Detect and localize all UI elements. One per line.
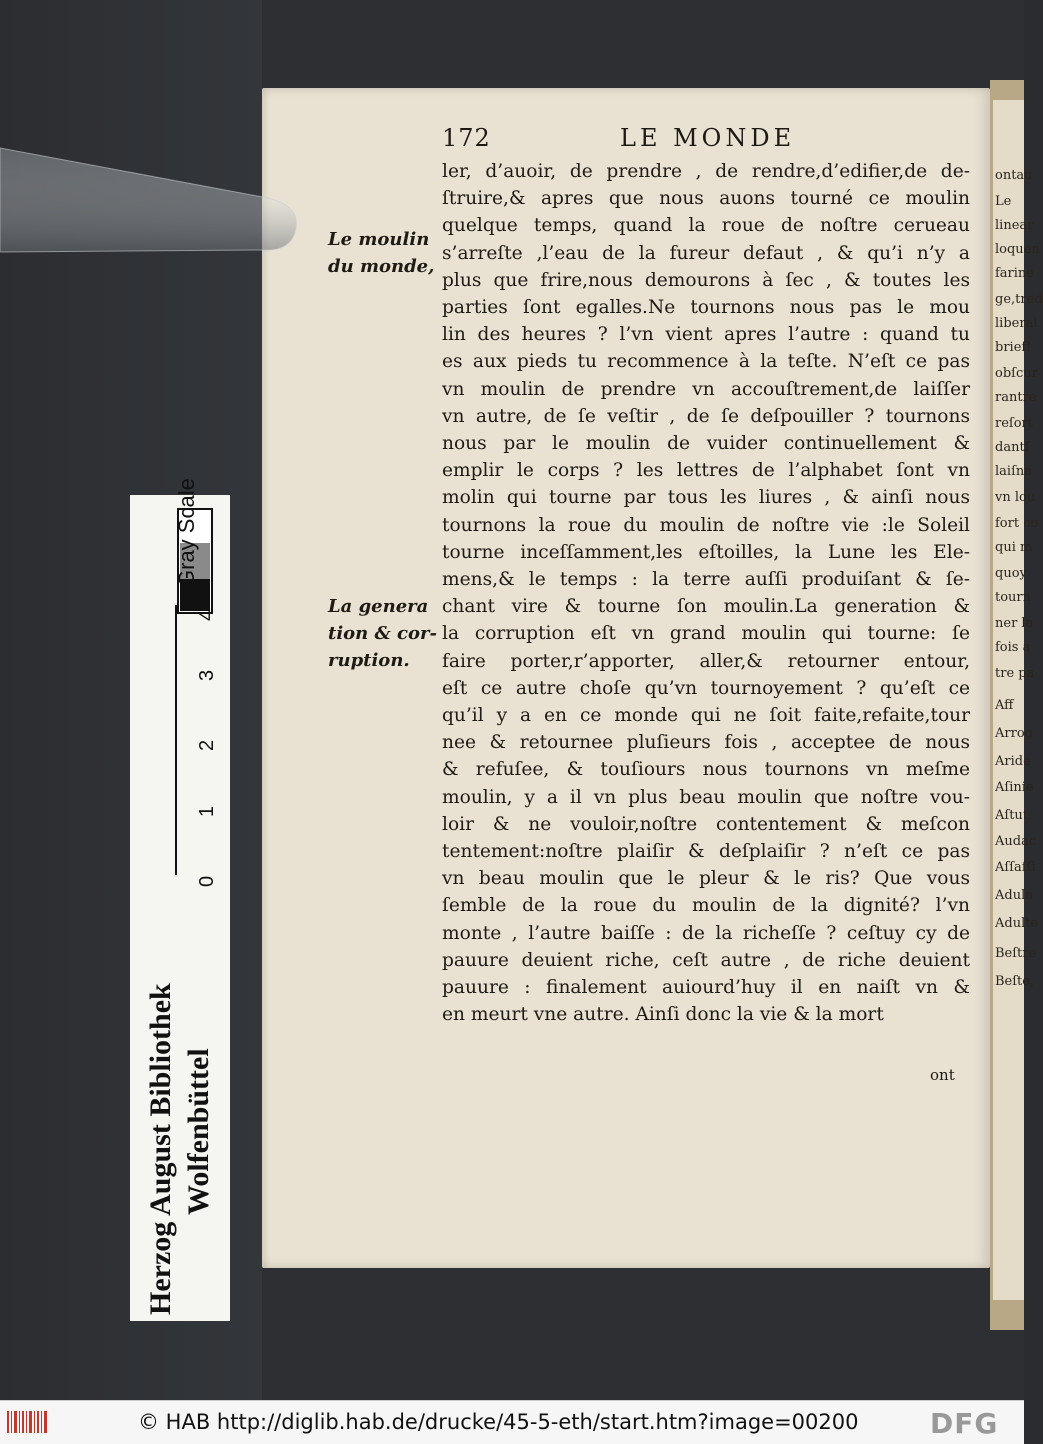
text-line: tentement:noſtre plaiſir & deſplaiſir ? n’eſt ce pas bbox=[442, 841, 970, 863]
ruler-number: 1 bbox=[196, 805, 218, 817]
text-line: faire porter,r’apporter, aller,& retourner entour, bbox=[442, 650, 970, 672]
adjacent-page-fragment: Aſtut. bbox=[995, 808, 1033, 823]
footer-bar bbox=[0, 1400, 1024, 1444]
adjacent-page-fragment: fort co bbox=[995, 516, 1039, 531]
text-line: pauure deuient riche, ceſt autre , de riche deuient bbox=[442, 949, 970, 971]
body-text bbox=[442, 158, 970, 1029]
page-number: 172 bbox=[442, 124, 491, 152]
adjacent-page-fragment: laiſna bbox=[995, 464, 1033, 479]
dfg-logo: DFG bbox=[930, 1407, 999, 1440]
text-line: ſtruire,& apres que nous auons tourné ce moulin bbox=[442, 188, 970, 210]
adjacent-page-fragment: rantre bbox=[995, 390, 1037, 405]
adjacent-page-fragment: tourn bbox=[995, 590, 1032, 605]
adjacent-page-fragment: Aſinie bbox=[995, 780, 1034, 795]
text-line: molin qui tourne par tous les liures , & ainſi nous bbox=[442, 487, 970, 509]
text-line: nee & retournee pluſieurs fois , acceptee de nous bbox=[442, 732, 970, 754]
adjacent-page-fragment: vn lou bbox=[995, 490, 1036, 505]
catchword: ont bbox=[930, 1066, 955, 1084]
adjacent-page-fragment: ner la bbox=[995, 616, 1034, 631]
adjacent-page-fragment: Audac bbox=[995, 834, 1037, 849]
adjacent-page-fragment: tre pa bbox=[995, 666, 1035, 681]
text-line: monte , l’autre baiſſe : de la richeſſe ? ceſtuy cy de bbox=[442, 922, 970, 944]
adjacent-page-fragment: fois a bbox=[995, 640, 1031, 655]
text-line: eſt ce autre choſe qu’vn tournoyement ? qu’eſt ce bbox=[442, 677, 970, 699]
adjacent-page-fragment: brief! bbox=[995, 340, 1032, 355]
text-line: vn autre, de ſe veſtir , de ſe deſpouiller ? tournons bbox=[442, 405, 970, 427]
text-line: nous par le moulin de vuider continuellement & bbox=[442, 433, 970, 455]
institution-city: Wolfenbüttel bbox=[182, 1048, 215, 1215]
margin-note-line: ruption. bbox=[328, 650, 410, 672]
margin-note-generation bbox=[328, 593, 440, 675]
adjacent-page-fragment: obſcur bbox=[995, 366, 1038, 381]
adjacent-page-fragment: linear bbox=[995, 218, 1034, 233]
barcode-icon bbox=[6, 1409, 50, 1435]
adjacent-page-fragment: Aſſaſſi bbox=[995, 860, 1036, 875]
text-line: loir & ne vouloir,noſtre contentement & meſcon bbox=[442, 813, 970, 835]
text-line: tourne inceſſamment,les eſtoilles, la Lune les Ele- bbox=[442, 541, 970, 563]
margin-note-line: tion & cor- bbox=[328, 623, 437, 645]
adjacent-page-fragment: ontau bbox=[995, 168, 1033, 183]
text-line: ler, d’auoir, de prendre , de rendre,d’edifier,de de- bbox=[442, 161, 970, 182]
margin-note-line: La genera bbox=[328, 596, 429, 617]
running-title: LE MONDE bbox=[620, 124, 796, 152]
institution-name: Herzog August Bibliothek bbox=[144, 983, 177, 1315]
margin-note-line: Le moulin bbox=[328, 229, 430, 250]
text-line: vn beau moulin que le pleur & le ris? Que vous bbox=[442, 868, 970, 890]
adjacent-page-fragment: Adulte bbox=[995, 916, 1039, 931]
gray-scale-label: Gray Scale bbox=[174, 478, 199, 587]
text-line: emplir le corps ? les lettres de l’alphabet ſont vn bbox=[442, 460, 970, 482]
text-line: lin des heures ? l’vn vient apres l’autre : quand tu bbox=[442, 324, 970, 346]
adjacent-page-fragment: reſort bbox=[995, 416, 1033, 431]
text-line: chant vire & tourne ſon moulin.La generation & bbox=[442, 596, 970, 618]
ruler-number: 4 bbox=[196, 609, 218, 621]
adjacent-page-strip bbox=[993, 100, 1043, 1300]
text-line: quelque temps, quand la roue de noſtre cerueau bbox=[442, 215, 970, 237]
ruler-number: 0 bbox=[196, 875, 218, 887]
adjacent-page-fragment: Beſtre bbox=[995, 946, 1037, 961]
adjacent-page-fragment: farine bbox=[995, 266, 1034, 281]
adjacent-page-fragment: Le bbox=[995, 194, 1012, 209]
adjacent-page-fragment: Aride bbox=[995, 754, 1031, 769]
text-line: plus que frire,nous demourons à ſec , & toutes les bbox=[442, 269, 970, 291]
ruler-number: 2 bbox=[196, 739, 218, 751]
adjacent-page-fragment: Beſte, bbox=[995, 974, 1035, 989]
text-line: pauure : finalement auiourd’huy il en naiſt vn & bbox=[442, 977, 970, 999]
adjacent-page-fragment: Aff bbox=[995, 698, 1014, 713]
text-line: s’arreſte ,l’eau de la fureur defaut , & qu’i n’y a bbox=[442, 242, 970, 264]
adjacent-page-fragment: Adula bbox=[995, 888, 1033, 903]
adjacent-page-fragment: ge,tred bbox=[995, 292, 1043, 307]
text-line: es aux pieds tu recommence à la teſte. N’eſt ce pas bbox=[442, 351, 970, 373]
text-line: parties ſont egalles.Ne tournons nous pas le mou bbox=[442, 297, 970, 319]
margin-note-moulin bbox=[328, 226, 440, 280]
ruler-number: 3 bbox=[196, 669, 218, 681]
adjacent-page-fragment: loquen bbox=[995, 242, 1040, 257]
text-line: & refuſee, & touſiours nous tournons vn meſme bbox=[442, 759, 970, 781]
glass-page-weight bbox=[0, 140, 300, 260]
text-line: la corruption eſt vn grand moulin qui tourne: ſe bbox=[442, 623, 970, 645]
text-line: qu’il y a en ce monde qui ne ſoit faite,refaite,tour bbox=[442, 705, 970, 727]
adjacent-page-fragment: quoy bbox=[995, 566, 1027, 581]
text-line: moulin, y a il vn plus beau moulin que noſtre vou- bbox=[442, 786, 970, 808]
footer-credit-link[interactable]: © HAB http://diglib.hab.de/drucke/45-5-eth/start.htm?image=00200 bbox=[138, 1410, 859, 1434]
adjacent-page-fragment: qui m bbox=[995, 540, 1033, 555]
text-line: mens,& le temps : la terre auſſi produiſant & ſe- bbox=[442, 569, 970, 591]
adjacent-page-fragment: Arrog bbox=[995, 726, 1033, 741]
text-line: vn moulin de prendre vn accouſtrement,de laiſſer bbox=[442, 378, 970, 400]
text-line: ſemble de la roue du moulin de la dignité? l’vn bbox=[442, 895, 970, 917]
text-line: en meurt vne autre. Ainſi donc la vie & la mort bbox=[442, 1004, 884, 1026]
text-line: tournons la roue du moulin de noſtre vie :le Soleil bbox=[442, 514, 970, 536]
adjacent-page-fragment: liberal bbox=[995, 316, 1038, 331]
scale-ruler bbox=[130, 478, 230, 1321]
adjacent-page-fragment: dantſ bbox=[995, 440, 1030, 455]
margin-note-line: du monde, bbox=[328, 256, 435, 278]
